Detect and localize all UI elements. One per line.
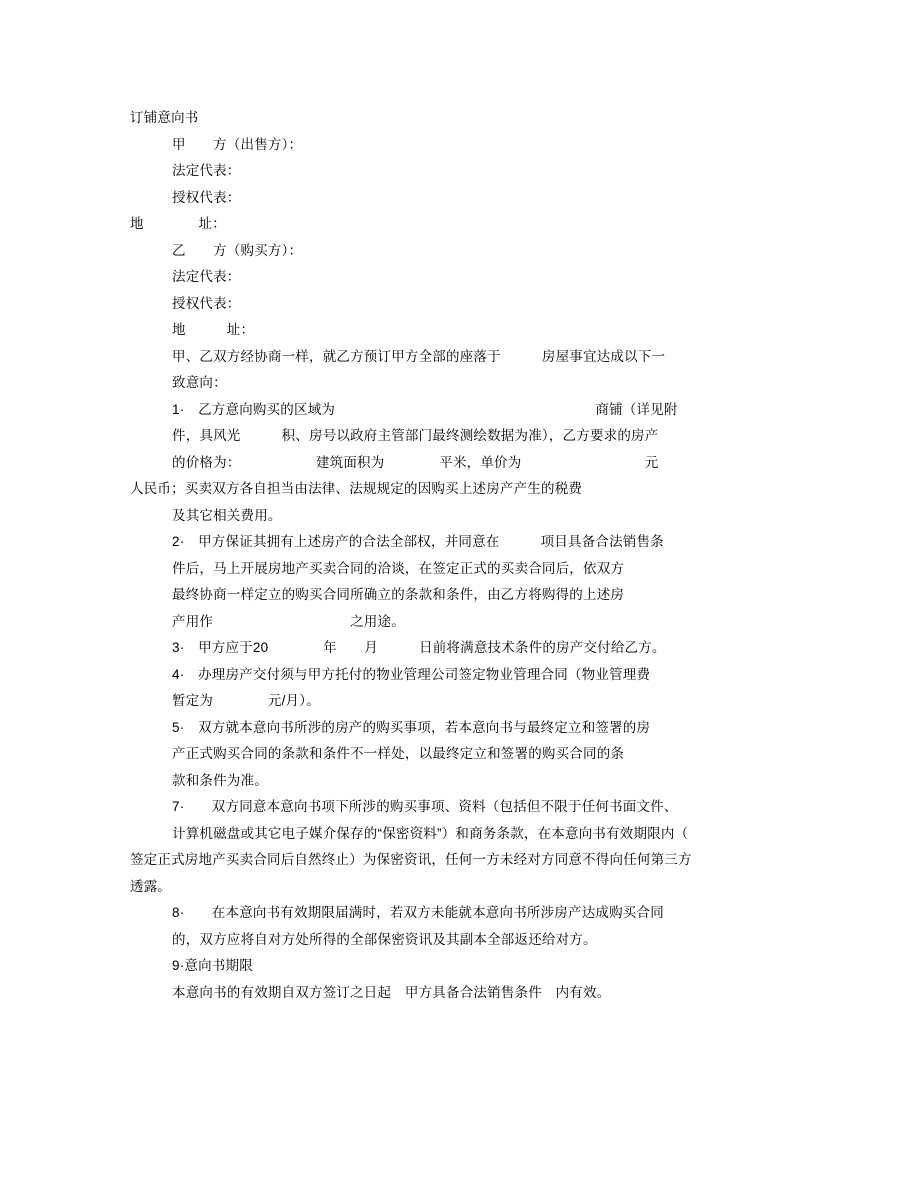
document-body bbox=[130, 105, 790, 1006]
document-line: 致意向： bbox=[172, 375, 227, 390]
document-line: 件，具风光 积、房号以政府主管部门最终测绘数据为准），乙方要求的房产 bbox=[172, 428, 659, 443]
document-line: 授权代表： bbox=[172, 295, 241, 311]
document-line: 3· 甲方应于20 年 月 日前将满意技术条件的房产交付给乙方。 bbox=[172, 640, 666, 655]
document-line: 乙 方（购买方）： bbox=[172, 242, 303, 258]
document-line: 暂定为 元/月）。 bbox=[172, 693, 320, 708]
document-line: 9·意向书期限 bbox=[172, 958, 253, 973]
document-line: 5· 双方就本意向书所涉的房产的购买事项，若本意向书与最终定立和签署的房 bbox=[172, 719, 651, 735]
document-line: 的价格为： 建筑面积为 平米，单价为 元 bbox=[172, 454, 659, 470]
document-line: 订铺意向书 bbox=[130, 110, 199, 125]
document-line: 4· 办理房产交付须与甲方托付的物业管理公司签定物业管理合同（物业管理费 bbox=[172, 666, 651, 682]
document-line: 地 址： bbox=[130, 216, 226, 231]
document-line: 法定代表： bbox=[172, 163, 241, 178]
document-line: 甲 方（出售方）： bbox=[172, 136, 303, 152]
document-line: 及其它相关费用。 bbox=[172, 507, 282, 523]
document-line: 法定代表： bbox=[172, 269, 241, 284]
document-line: 2· 甲方保证其拥有上述房产的合法全部权，并同意在 项目具备合法销售条 bbox=[172, 534, 664, 549]
document-line: 的，双方应将自对方处所得的全部保密资讯及其副本全部返还给对方。 bbox=[172, 931, 597, 947]
document-line: 产正式购买合同的条款和条件不一样处，以最终定立和签署的购买合同的条 bbox=[172, 746, 625, 761]
document-line: 计算机磁盘或其它电子媒介保存的“保密资料”）和商务条款，在本意向书有效期限内（ bbox=[172, 825, 689, 841]
document-line: 地 址： bbox=[172, 322, 255, 337]
document-line: 7· 双方同意本意向书项下所涉的购买事项、资料（包括但不限于任何书面文件、 bbox=[172, 799, 678, 814]
document-line: 甲、乙双方经协商一样，就乙方预订甲方全部的座落于 房屋事宜达成以下一 bbox=[172, 348, 666, 364]
document-line: 件后，马上开展房地产买卖合同的洽谈，在签定正式的买卖合同后，依双方 bbox=[172, 560, 625, 576]
document-line: 透露。 bbox=[130, 878, 172, 894]
document-line: 1· 乙方意向购买的区域为 商铺（详见附 bbox=[172, 401, 678, 417]
document-line: 本意向书的有效期自双方签订之日起 甲方具备合法销售条件 内有效。 bbox=[172, 984, 611, 1000]
document-line: 最终协商一样定立的购买合同所确立的条款和条件，由乙方将购得的上述房 bbox=[172, 587, 625, 602]
document-line: 产用作 之用途。 bbox=[172, 613, 405, 629]
document-line: 人民币；买卖双方各自担当由法律、法规规定的因购买上述房产产生的税费 bbox=[130, 481, 583, 496]
document-line: 授权代表： bbox=[172, 189, 241, 205]
document-line: 8· 在本意向书有效期限届满时，若双方未能就本意向书所涉房产达成购买合同 bbox=[172, 905, 664, 920]
document-line: 签定正式房地产买卖合同后自然终止）为保密资讯，任何一方未经对方同意不得向任何第三方 bbox=[130, 852, 692, 867]
document-line: 款和条件为准。 bbox=[172, 772, 268, 788]
